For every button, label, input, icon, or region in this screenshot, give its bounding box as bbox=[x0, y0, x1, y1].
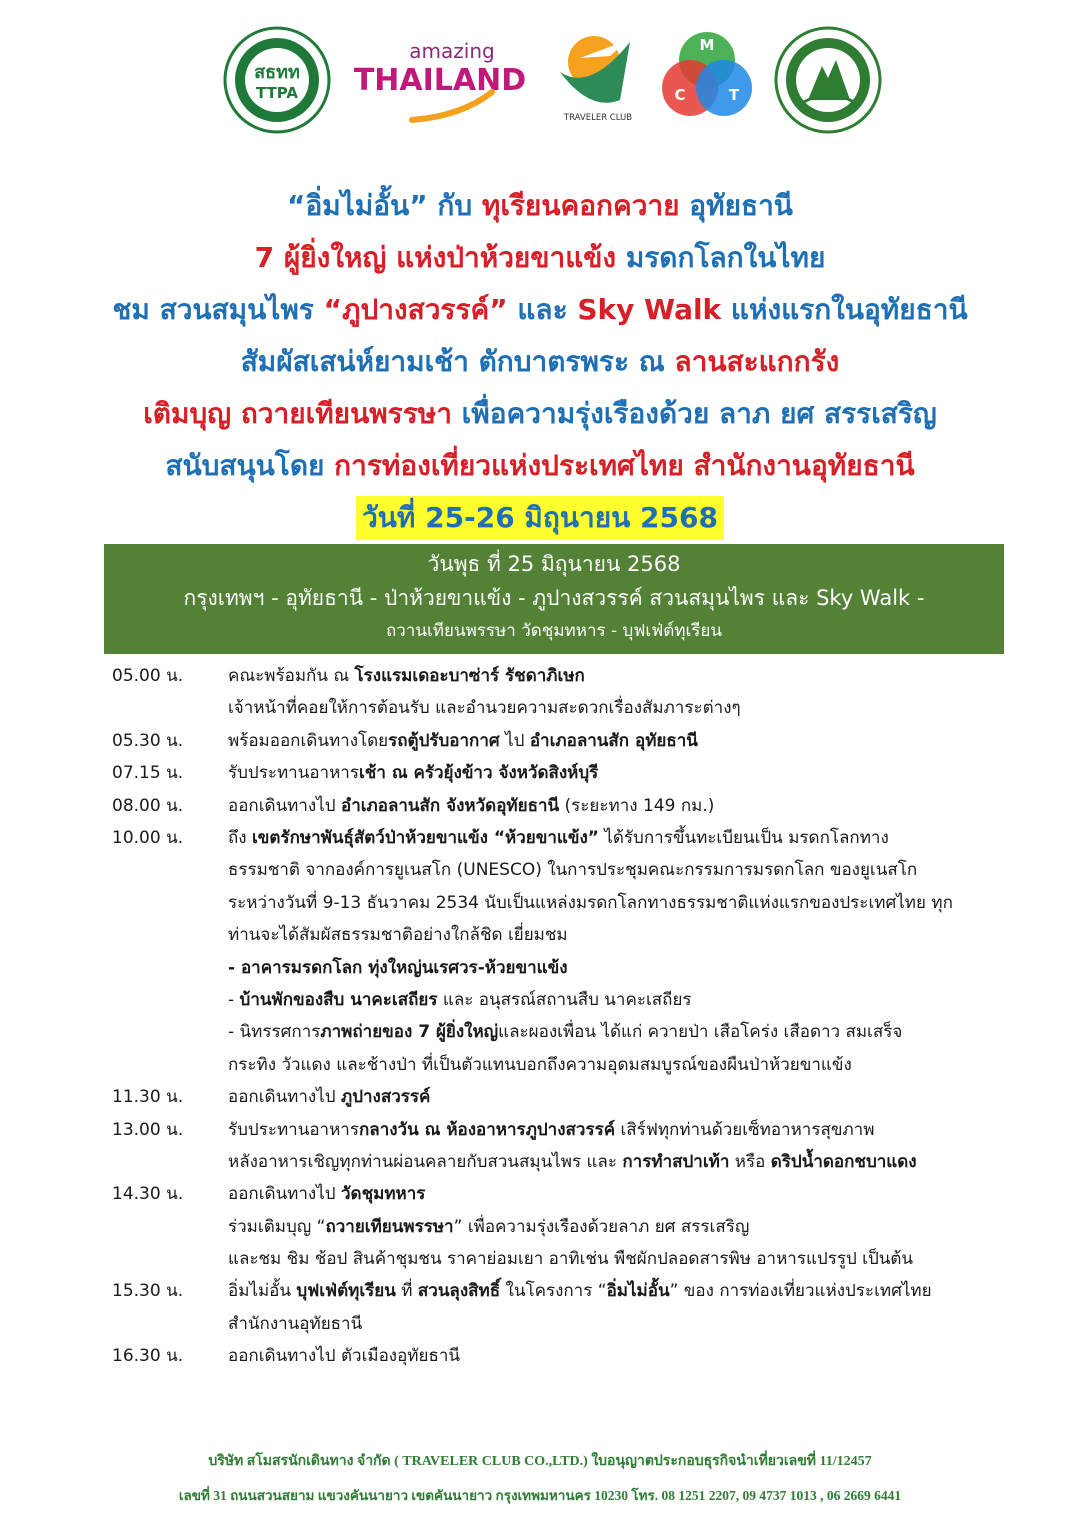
headline-line-4 bbox=[0, 336, 1080, 388]
itinerary-line bbox=[228, 660, 992, 692]
footer-company-license: บริษัท สโมสรนักเดินทาง จำกัด ( TRAVELER CLUB CO.,LTD.) ใบอนุญาตประกอบธุรกิจนำเที่ยวเลขที่ 11/12457 bbox=[208, 1454, 872, 1469]
headline-line-3 bbox=[0, 284, 1080, 336]
headline-text: ชม สวนสมุนไพร bbox=[112, 293, 324, 326]
traveler-club-logo-text: TRAVELER CLUB bbox=[563, 113, 633, 123]
itinerary-line bbox=[228, 1275, 992, 1307]
itinerary-text: ออกเดินทางไป ตัวเมืองอุทัยธานี bbox=[228, 1346, 461, 1367]
itinerary-text: - bbox=[228, 989, 240, 1010]
itinerary-bold-text: ภูปางสวรรค์ bbox=[340, 1087, 431, 1108]
headline-text: เพื่อความรุ่งเรืองด้วย ลาภ ยศ สรรเสริญ bbox=[451, 397, 937, 430]
itinerary-text: ออกเดินทางไป bbox=[228, 795, 341, 816]
itinerary-line bbox=[228, 1308, 992, 1340]
itinerary-bold-text: - อาคารมรดกโลก ทุ่งใหญ่นเรศวร-ห้วยขาแข้ง bbox=[228, 957, 568, 978]
itinerary-row bbox=[112, 757, 992, 789]
itinerary-row bbox=[112, 660, 992, 725]
itinerary-text: ระหว่างวันที่ 9-13 ธันวาคม 2534 นับเป็นแหล่งมรดกโลกทางธรรมชาติแห่งแรกของประเทศไทย ทุก bbox=[228, 892, 953, 913]
itinerary-text: ได้รับการขึ้นทะเบียนเป็น มรดกโลกทาง bbox=[598, 828, 889, 848]
itinerary-text: ” เพื่อความรุ่งเรืองด้วยลาภ ยศ สรรเสริญ bbox=[453, 1216, 750, 1237]
ttpa-logo-text-thai: สธทท bbox=[254, 62, 300, 83]
headline-line-7 bbox=[0, 492, 1080, 544]
ttpa-logo-text: TTPA bbox=[255, 84, 299, 102]
itinerary-row bbox=[112, 1178, 992, 1275]
itinerary-description bbox=[228, 725, 992, 757]
itinerary-text: เจ้าหน้าที่คอยให้การต้อนรับ และอำนวยความสะดวกเรื่องสัมภาระต่างๆ bbox=[228, 698, 741, 719]
itinerary-line bbox=[228, 1243, 992, 1275]
itinerary-text: ธรรมชาติ จากองค์การยูเนสโก (UNESCO) ในการประชุมคณะกรรมการมรดกโลก ของยูเนสโก bbox=[228, 860, 918, 881]
itinerary-time: 05.30 น. bbox=[112, 730, 184, 751]
itinerary-bold-text: อำเภอลานสัก อุทัยธานี bbox=[529, 730, 698, 751]
itinerary-time: 07.15 น. bbox=[112, 763, 184, 784]
itinerary-text: ในโครงการ “ bbox=[500, 1281, 607, 1302]
day-banner-date: วันพุธ ที่ 25 มิถุนายน 2568 bbox=[427, 552, 681, 576]
itinerary-bold-text: บ้านพักของสืบ นาคะเสถียร bbox=[239, 989, 438, 1010]
itinerary-line bbox=[228, 854, 992, 886]
itinerary-bold-text: ดริปน้ำดอกชบาแดง bbox=[770, 1151, 917, 1172]
itinerary-text: และ อนุสรณ์สถานสืบ นาคะเสถียร bbox=[437, 989, 692, 1010]
headline-line-2 bbox=[0, 232, 1080, 284]
itinerary-line bbox=[228, 1178, 992, 1210]
itinerary-text: สำนักงานอุทัยธานี bbox=[228, 1313, 363, 1334]
mct-logo bbox=[652, 22, 762, 132]
itinerary-row bbox=[112, 822, 992, 1081]
itinerary-line bbox=[228, 822, 992, 854]
itinerary-time: 05.00 น. bbox=[112, 666, 184, 686]
itinerary-time: 13.00 น. bbox=[112, 1119, 184, 1140]
itinerary-text: ท่านจะได้สัมผัสธรรมชาติอย่างใกล้ชิด เยี่ยมชม bbox=[228, 925, 568, 946]
amazing-logo-small-text: amazing bbox=[409, 39, 495, 63]
itinerary-row bbox=[112, 725, 992, 757]
itinerary-text: กระทิง วัวแดง และช้างป่า ที่เป็นตัวแทนบอกถึงความอุดมสมบูรณ์ของผืนป่าห้วยขาแข้ง bbox=[228, 1054, 852, 1075]
itinerary-text: ” ของ การท่องเที่ยวแห่งประเทศไทย bbox=[669, 1281, 932, 1302]
itinerary-bold-text: ถวายเทียนพรรษา bbox=[325, 1216, 454, 1237]
itinerary-line bbox=[228, 887, 992, 919]
itinerary-line bbox=[228, 1340, 992, 1372]
headline-text: สัมผัสเสน่ห์ยามเช้า ตักบาตรพระ ณ bbox=[240, 345, 675, 378]
itinerary-time: 10.00 น. bbox=[112, 828, 184, 848]
itinerary-description bbox=[228, 1340, 992, 1372]
itinerary-line bbox=[228, 919, 992, 951]
itinerary-row bbox=[112, 1275, 992, 1340]
itinerary-bold-text: กลางวัน ณ ห้องอาหารภูปางสวรรค์ bbox=[359, 1119, 616, 1140]
headline-text: ทุเรียนคอกควาย bbox=[481, 189, 680, 222]
headline-text: “อิ่มไม่อั้น” bbox=[287, 189, 428, 222]
amazing-logo-big-text: THAILAND bbox=[353, 63, 527, 98]
logo-row bbox=[0, 18, 1080, 138]
itinerary-time: 16.30 น. bbox=[112, 1346, 184, 1367]
travel-environment-press-agency-logo bbox=[774, 26, 882, 134]
itinerary-text: - นิทรรศการ bbox=[228, 1022, 321, 1043]
itinerary-time: 08.00 น. bbox=[112, 795, 184, 816]
headline-text: สนับสนุนโดย bbox=[165, 449, 335, 482]
itinerary-bold-text: เช้า ณ ครัวยุ้งข้าว จังหวัดสิงห์บุรี bbox=[359, 763, 599, 784]
headline-text: และ bbox=[507, 293, 578, 326]
itinerary-text: ออกเดินทางไป bbox=[228, 1087, 341, 1108]
headline bbox=[0, 180, 1080, 544]
headline-text: การท่องเที่ยวแห่งประเทศไทย สำนักงานอุทัยธานี bbox=[334, 449, 915, 482]
itinerary-bold-text: อำเภอลานสัก จังหวัดอุทัยธานี bbox=[340, 795, 560, 816]
itinerary-text: ที่ bbox=[395, 1281, 418, 1302]
headline-text: เติมบุญ ถวายเทียนพรรษา bbox=[143, 397, 452, 430]
ttpa-logo bbox=[223, 26, 331, 134]
itinerary-line bbox=[228, 1114, 992, 1146]
headline-text: 7 ผู้ยิ่งใหญ่ bbox=[254, 241, 387, 274]
amazing-thailand-logo bbox=[342, 28, 538, 128]
headline-line-6 bbox=[0, 440, 1080, 492]
itinerary-text: (ระยะทาง 149 กม.) bbox=[559, 795, 715, 816]
itinerary-text: และชม ชิม ช้อป สินค้าชุมชน ราคาย่อมเยา อาทิเช่น พืชผักปลอดสารพิษ อาหารแปรรูป เป็นต้น bbox=[228, 1249, 914, 1270]
itinerary-bold-text: อิ่มไม่อั้น bbox=[606, 1281, 670, 1302]
itinerary-text: รับประทานอาหาร bbox=[228, 1119, 359, 1140]
itinerary-time: 14.30 น. bbox=[112, 1184, 184, 1205]
headline-text: “ภูปางสวรรค์” bbox=[323, 293, 508, 326]
headline-text: กับ bbox=[427, 189, 482, 222]
itinerary-description bbox=[228, 1114, 992, 1179]
itinerary-row bbox=[112, 790, 992, 822]
trip-date-highlight: วันที่ 25-26 มิถุนายน 2568 bbox=[356, 496, 724, 540]
itinerary-list bbox=[112, 660, 992, 1373]
itinerary-text: หรือ bbox=[729, 1151, 771, 1172]
itinerary-text: เสิร์ฟทุกท่านด้วยเซ็ทอาหารสุขภาพ bbox=[615, 1119, 875, 1140]
itinerary-description bbox=[228, 757, 992, 789]
itinerary-line bbox=[228, 692, 992, 724]
itinerary-description bbox=[228, 1081, 992, 1113]
footer-address-phone: เลขที่ 31 ถนนสวนสยาม แขวงคันนายาว เขตคันนายาว กรุงเทพมหานคร 10230 โทร. 08 1251 2207, 09 4737 1013 , 06 2669 6441 bbox=[178, 1488, 902, 1503]
footer bbox=[0, 1448, 1080, 1510]
headline-line-5 bbox=[0, 388, 1080, 440]
itinerary-text: ร่วมเติมบุญ “ bbox=[228, 1216, 326, 1237]
itinerary-bold-text: เขตรักษาพันธุ์สัตว์ป่าห้วยขาแข้ง “ห้วยขาแข้ง” bbox=[252, 828, 599, 848]
itinerary-text: คณะพร้อมกัน ณ bbox=[228, 666, 355, 686]
itinerary-line bbox=[228, 1081, 992, 1113]
day-banner-route: กรุงเทพฯ - อุทัยธานี - ป่าห้วยขาแข้ง - ภูปางสวรรค์ สวนสมุนไพร และ Sky Walk - bbox=[183, 586, 925, 610]
itinerary-line bbox=[228, 984, 992, 1016]
mct-logo-c: C bbox=[674, 86, 686, 104]
headline-text: Sky Walk bbox=[577, 293, 722, 326]
itinerary-line bbox=[228, 1146, 992, 1178]
headline-text: ลานสะแกกรัง bbox=[674, 345, 840, 378]
day-banner-route-continued: ถวานเทียนพรรษา วัดชุมทหาร - บุฟเฟ่ต์ทุเรียน bbox=[385, 621, 723, 641]
itinerary-line bbox=[228, 790, 992, 822]
headline-text: มรดกโลกในไทย bbox=[625, 241, 826, 274]
itinerary-bold-text: สวนลุงสิทธิ์ bbox=[417, 1281, 501, 1302]
itinerary-line bbox=[228, 757, 992, 789]
headline-text: อุทัยธานี bbox=[679, 189, 793, 222]
itinerary-line bbox=[228, 1016, 992, 1048]
itinerary-row bbox=[112, 1114, 992, 1179]
itinerary-text: ถึง bbox=[228, 828, 252, 848]
itinerary-line bbox=[228, 1049, 992, 1081]
itinerary-text: ไป bbox=[499, 730, 530, 751]
itinerary-bold-text: บุฟเฟ่ต์ทุเรียน bbox=[296, 1281, 396, 1302]
day-banner bbox=[104, 544, 1004, 654]
itinerary-description bbox=[228, 660, 992, 725]
itinerary-row bbox=[112, 1340, 992, 1372]
itinerary-description bbox=[228, 822, 992, 1081]
traveler-club-logo bbox=[550, 22, 646, 134]
itinerary-text: หลังอาหารเชิญทุกท่านผ่อนคลายกับสวนสมุนไพร และ bbox=[228, 1151, 623, 1172]
itinerary-description bbox=[228, 1178, 992, 1275]
itinerary-bold-text: วัดชุมทหาร bbox=[340, 1184, 426, 1205]
itinerary-bold-text: ภาพถ่ายของ 7 ผู้ยิ่งใหญ่ bbox=[320, 1022, 499, 1043]
itinerary-bold-text: โรงแรมเดอะบาซ่าร์ รัชดาภิเษก bbox=[354, 666, 585, 686]
headline-text: แห่งป่าห้วยขาแข้ง bbox=[386, 241, 626, 274]
itinerary-bold-text: รถตู้ปรับอากาศ bbox=[388, 730, 500, 751]
mct-logo-t: T bbox=[728, 86, 740, 104]
itinerary-row bbox=[112, 1081, 992, 1113]
itinerary-text: ออกเดินทางไป bbox=[228, 1184, 341, 1205]
itinerary-time: 15.30 น. bbox=[112, 1281, 184, 1302]
itinerary-text: รับประทานอาหาร bbox=[228, 763, 359, 784]
itinerary-description bbox=[228, 1275, 992, 1340]
headline-text: แห่งแรกในอุทัยธานี bbox=[721, 293, 968, 326]
itinerary-line bbox=[228, 725, 992, 757]
itinerary-time: 11.30 น. bbox=[112, 1087, 184, 1108]
itinerary-text: และผองเพื่อน ได้แก่ ควายป่า เสือโคร่ง เสือดาว สมเสร็จ bbox=[498, 1022, 903, 1043]
itinerary-bold-text: การทำสปาเท้า bbox=[622, 1151, 730, 1172]
itinerary-text: พร้อมออกเดินทางโดย bbox=[228, 730, 389, 751]
mct-logo-m: M bbox=[699, 36, 715, 54]
itinerary-line bbox=[228, 952, 992, 984]
itinerary-description bbox=[228, 790, 992, 822]
itinerary-line bbox=[228, 1211, 992, 1243]
itinerary-text: อิ่มไม่อั้น bbox=[228, 1281, 297, 1302]
headline-line-1 bbox=[0, 180, 1080, 232]
